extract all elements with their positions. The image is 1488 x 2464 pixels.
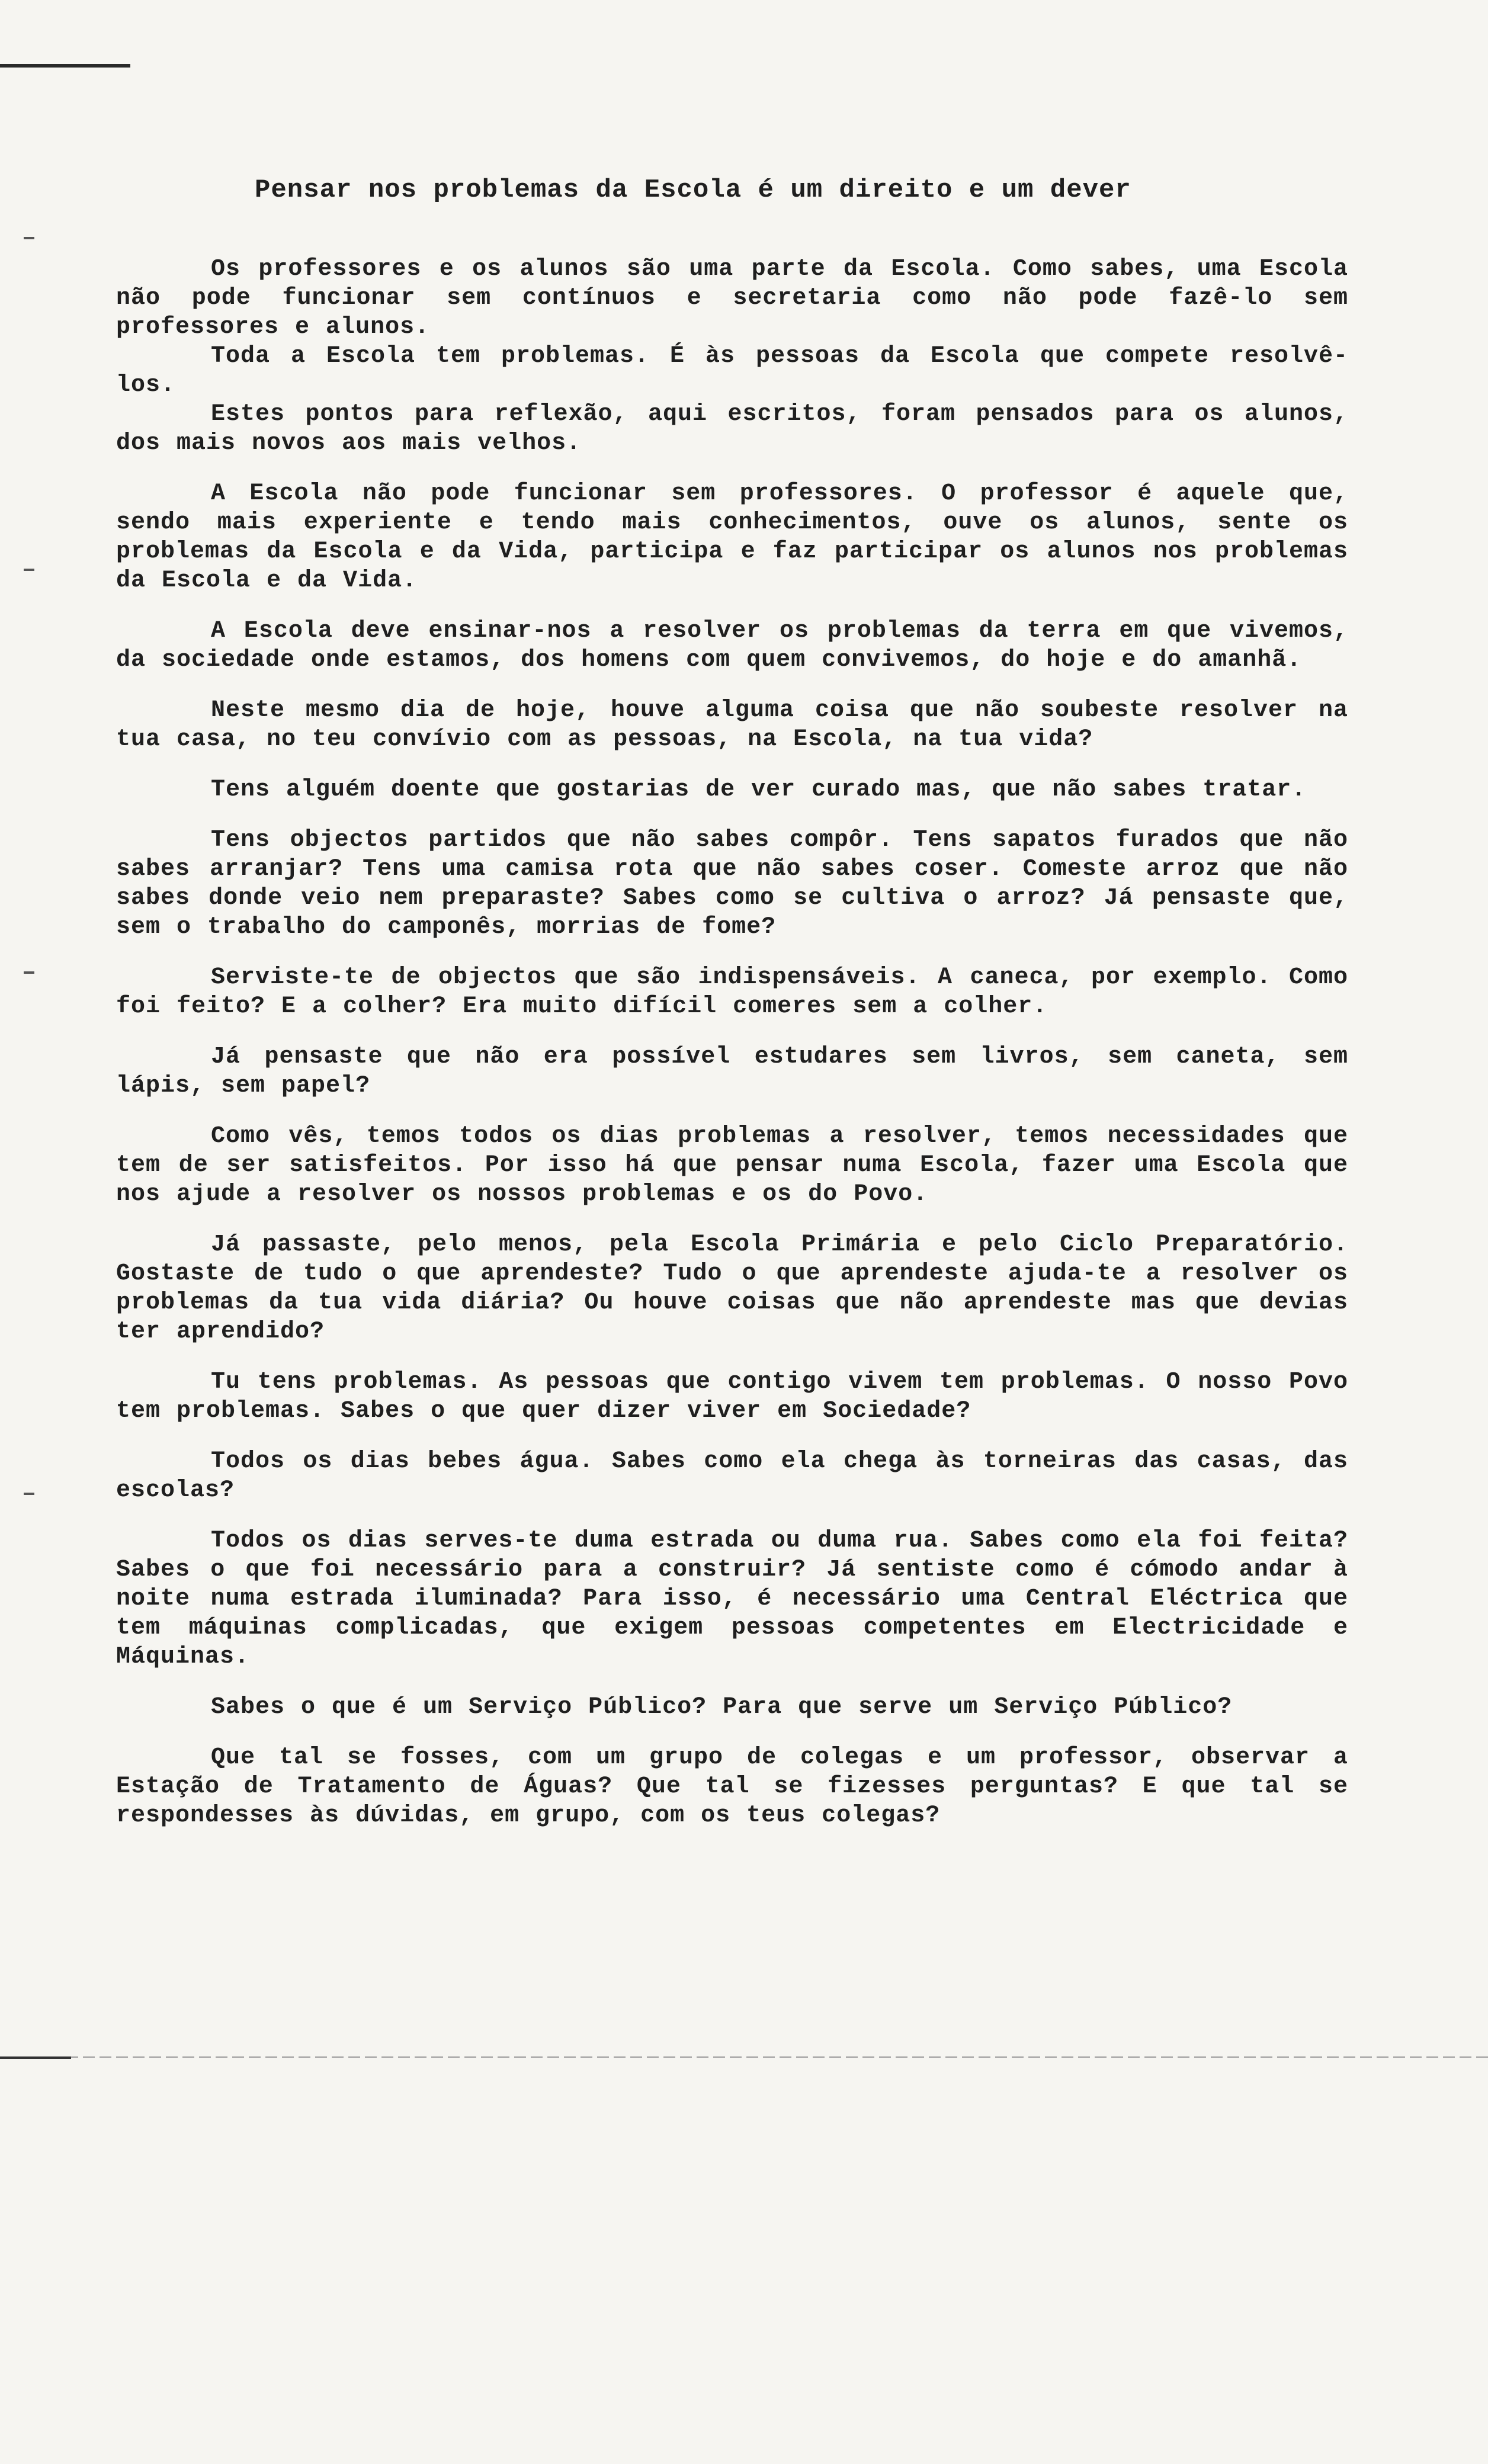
paragraph-10: Já pensaste que não era possível estudares sem livros, sem caneta, sem lápis, sem papel? <box>116 1044 1348 1099</box>
paragraph-16: Sabes o que é um Serviço Público? Para que serve um Serviço Público? <box>211 1694 1233 1721</box>
paragraph-4: A Escola não pode funcionar sem professores. O professor é aquele que, sendo mais experiente e tendo mais conhecimentos, ouve os alunos, sente os problemas da Escola e da Vida, participa e faz participar os alunos nos problemas da Escola e da Vida. <box>116 480 1348 594</box>
margin-tick <box>24 569 34 571</box>
top-left-rule <box>0 64 130 68</box>
paragraph-14: Todos os dias bebes água. Sabes como ela chega às torneiras das casas, das escolas? <box>116 1448 1348 1504</box>
paragraph-12: Já passaste, pelo menos, pela Escola Primária e pelo Ciclo Preparatório. Gostaste de tudo o que aprendeste? Tudo o que aprendeste ajuda-te a resolver os problemas da tua vida diária? Ou houve coisas que não aprendeste mas que devias ter aprendido? <box>116 1231 1348 1345</box>
paragraph-6: Neste mesmo dia de hoje, houve alguma coisa que não soubeste resolver na tua casa, no teu convívio com as pessoas, na Escola, na tua vida? <box>116 697 1348 753</box>
bottom-left-rule <box>0 2056 71 2059</box>
paragraph-13: Tu tens problemas. As pessoas que contigo vivem tem problemas. O nosso Povo tem problemas. Sabes o que quer dizer viver em Sociedade? <box>116 1369 1348 1424</box>
paragraph-2: Toda a Escola tem problemas. É às pessoas da Escola que compete resolvê-los. <box>116 343 1348 399</box>
paragraph-15: Todos os dias serves-te duma estrada ou duma rua. Sabes como ela foi feita? Sabes o que foi necessário para a construir? Já sentiste como é cómodo andar à noite numa estrada iluminada? Para isso, é necessário uma Central Eléctrica que tem máquinas complicadas, que exigem pessoas competentes em Electricidade e Máquinas. <box>116 1528 1348 1670</box>
paragraph-17: Que tal se fosses, com um grupo de colegas e um professor, observar a Estação de Tratamento de Águas? Que tal se fizesses perguntas? E que tal se respondesses às dúvidas, em grupo, com os teus colegas? <box>116 1744 1348 1829</box>
document-body <box>116 255 1348 1852</box>
paragraph-1: Os professores e os alunos são uma parte da Escola. Como sabes, uma Escola não pode funcionar sem contínuos e secretaria como não pode fazê-lo sem professores e alunos. <box>116 256 1348 341</box>
paragraph-5: A Escola deve ensinar-nos a resolver os problemas da terra em que vivemos, da sociedade onde estamos, dos homens com quem convivemos, do hoje e do amanhã. <box>116 618 1348 673</box>
paragraph-11: Como vês, temos todos os dias problemas a resolver, temos necessidades que tem de ser satisfeitos. Por isso há que pensar numa Escola, fazer uma Escola que nos ajude a resolver os nossos problemas e os do Povo. <box>116 1123 1348 1208</box>
paragraph-8: Tens objectos partidos que não sabes compôr. Tens sapatos furados que não sabes arranjar? Tens uma camisa rota que não sabes coser. Comeste arroz que não sabes donde veio nem preparaste? Sabes como se cultiva o arroz? Já pensaste que, sem o trabalho do camponês, morrias de fome? <box>116 827 1348 941</box>
paragraph-7: Tens alguém doente que gostarias de ver curado mas, que não sabes tratar. <box>211 777 1307 803</box>
margin-tick <box>24 1493 34 1495</box>
margin-tick <box>24 971 34 974</box>
paragraph-3: Estes pontos para reflexão, aqui escritos, foram pensados para os alunos, dos mais novos aos mais velhos. <box>116 401 1348 457</box>
document-title: Pensar nos problemas da Escola é um direito e um dever <box>255 175 1131 205</box>
bottom-dashed-rule <box>0 2056 1488 2058</box>
margin-tick <box>24 237 34 239</box>
paragraph-9: Serviste-te de objectos que são indispensáveis. A caneca, por exemplo. Como foi feito? E a colher? Era muito difícil comeres sem a colher. <box>116 964 1348 1020</box>
